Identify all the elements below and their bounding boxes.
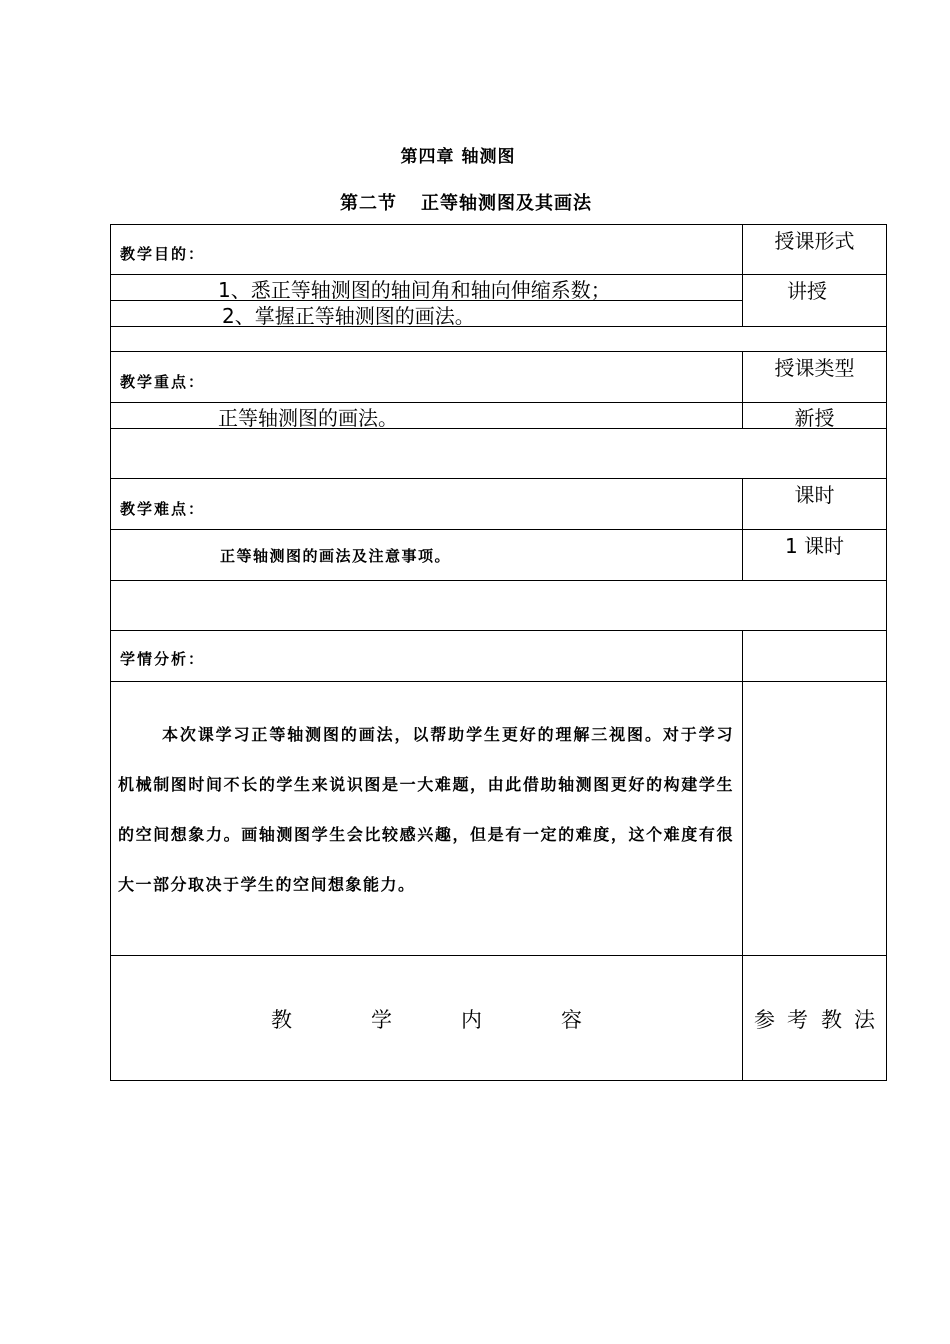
method-heading [742, 956, 887, 1081]
key-point-label: 教学重点： [120, 372, 206, 391]
objective-label: 教学目的： [120, 244, 206, 263]
content-heading [110, 956, 742, 1081]
objective-item-2: 2、掌握正等轴测图的画法。 [222, 303, 475, 328]
method-heading-char: 考 [787, 1007, 808, 1032]
analysis-text: 本次课学习正等轴测图的画法，以帮助学生更好的理解三视图。对于学习机械制图时间不长的学生来说识图是一大难题，由此借助轴测图更好的构建学生的空间想象力。画轴测图学生会比较感兴趣，但是有一定的难度，这个难度有很大一部分取决于学生的空间想象能力。 [118, 725, 734, 894]
content-heading-char: 容 [561, 1007, 582, 1032]
key-point-text: 正等轴测图的画法。 [218, 406, 398, 430]
type-label: 授课类型 [774, 355, 855, 380]
method-heading-char: 教 [821, 1007, 842, 1032]
type-value: 新授 [794, 406, 835, 430]
chapter-title: 第四章 轴测图 [400, 147, 516, 167]
method-heading-char: 法 [854, 1007, 875, 1032]
difficulty-text: 正等轴测图的画法及注意事项。 [220, 546, 452, 565]
form-label: 授课形式 [774, 228, 855, 253]
analysis-label: 学情分析： [120, 649, 206, 668]
content-heading-char: 内 [461, 1007, 482, 1032]
hours-value: 1 课时 [784, 533, 845, 558]
hours-label: 课时 [794, 482, 835, 507]
objective-item-1: 1、悉正等轴测图的轴间角和轴向伸缩系数； [218, 277, 611, 302]
content-heading-char: 教 [271, 1007, 292, 1032]
section-title [8, 189, 924, 215]
content-heading-char: 学 [371, 1007, 392, 1032]
form-value: 讲授 [787, 278, 827, 303]
method-heading-char: 参 [754, 1007, 775, 1032]
section-number: 第二节 [340, 193, 397, 214]
difficulty-label: 教学难点： [120, 499, 206, 518]
section-name: 正等轴测图及其画法 [421, 193, 592, 214]
